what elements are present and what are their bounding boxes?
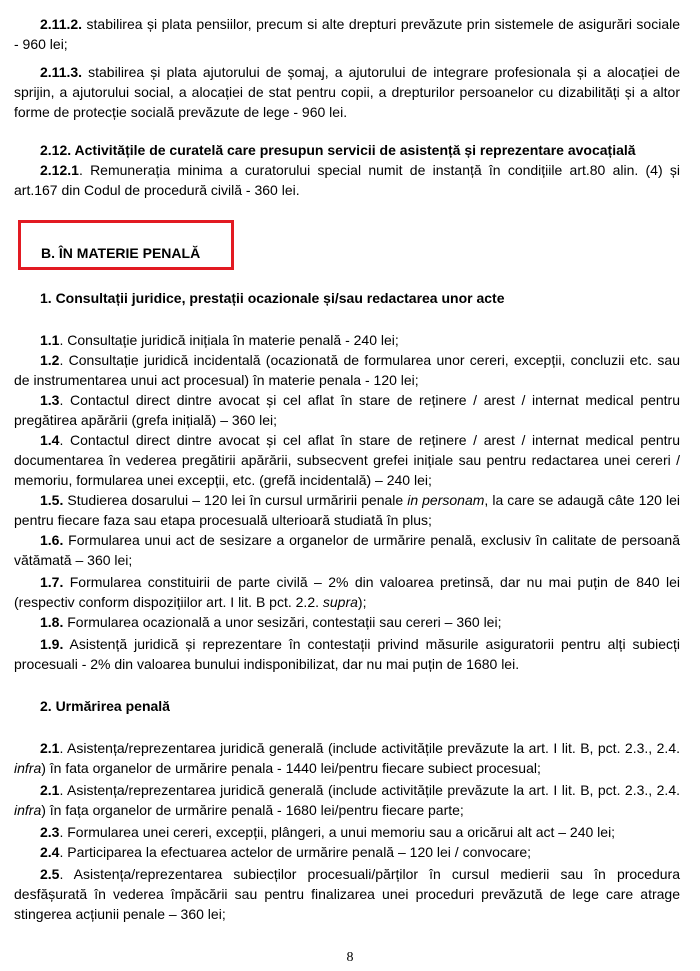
item-text: . Contactul direct dintre avocat și cel aflat în stare de reținere / arest / internat medical pentru pregătirea apărării (grefa inițială) – 360 lei; bbox=[14, 392, 680, 428]
item-text: . Participarea la efectuarea actelor de urmărire penală – 120 lei / convocare; bbox=[59, 844, 532, 860]
item-number: 2.5 bbox=[40, 866, 60, 882]
section-b-title: B. ÎN MATERIE PENALĂ bbox=[41, 245, 201, 261]
item-number: 2.1 bbox=[40, 782, 60, 798]
item-text: . Formularea unei cereri, excepții, plângeri, a unui memoriu sau a oricărui alt act – 240 lei; bbox=[59, 824, 616, 840]
item-number: 2.11.2. bbox=[40, 16, 83, 32]
item-text: . Remunerația minima a curatorului special numit de instanță în condițiile art.80 alin. (4) și art.167 din Codul de procedură civilă - 360 lei. bbox=[14, 162, 680, 198]
item-1-1 bbox=[14, 330, 680, 350]
item-text: Studierea dosarului – 120 lei în cursul urmăririi penale bbox=[63, 492, 408, 508]
item-number: 1.8. bbox=[40, 614, 64, 630]
item-number: 2.12.1 bbox=[40, 162, 79, 178]
item-text: ) în fața organelor de urmărire penală - 1680 lei/pentru fiecare parte; bbox=[41, 802, 464, 818]
item-2-4 bbox=[14, 842, 680, 862]
item-2-1-a bbox=[14, 738, 680, 778]
item-1-3 bbox=[14, 390, 680, 430]
item-text: ) în fata organelor de urmărire penala - 1440 lei/pentru fiecare subiect procesual; bbox=[41, 760, 541, 776]
item-text-italic: infra bbox=[14, 802, 42, 818]
item-text: . Asistența/reprezentarea subiecților procesuali/părților în cursul medierii sau în procedura desfășurată în vederea împăcării sau pentru finalizarea unei proceduri prevăzută de lege care atrage stingerea acțiunii penale – 360 lei; bbox=[14, 866, 680, 922]
item-number: 2.11.3. bbox=[40, 64, 83, 80]
item-text: stabilirea și plata pensiilor, precum si alte drepturi prevăzute prin sistemele de asigurări sociale - 960 lei; bbox=[14, 16, 680, 52]
item-number: 1.1 bbox=[40, 332, 60, 348]
item-1-7 bbox=[14, 572, 680, 612]
item-number: 1.5. bbox=[40, 492, 64, 508]
item-number: 2.1 bbox=[40, 740, 60, 756]
paragraph-2-11-3 bbox=[14, 62, 680, 122]
subsection-1-heading: 1. Consultații juridice, prestații ocazionale și/sau redactarea unor acte bbox=[40, 290, 505, 306]
item-2-3 bbox=[14, 822, 680, 842]
item-text: Formularea unui act de sesizare a organelor de urmărire penală, exclusiv în calitate de persoană vătămată – 360 lei; bbox=[14, 532, 680, 568]
item-text: , la care se adaugă câte 120 lei pentru fiecare faza sau etapa procesuală ulterioară studiată în plus; bbox=[14, 492, 680, 528]
item-text: stabilirea și plata ajutorului de șomaj, a ajutorului de integrare profesionala și a alocației de sprijin, a ajutorului social, a alocației de stat pentru copii, a drepturilor persoanelor cu dizabilități și a altor forme de protecție socială prevăzute de lege - 960 lei. bbox=[14, 64, 680, 120]
item-number: 2.4 bbox=[40, 844, 60, 860]
item-number: 1.2 bbox=[40, 352, 60, 368]
subsection-2-heading: 2. Urmărirea penală bbox=[40, 698, 170, 714]
item-text: ); bbox=[357, 594, 367, 610]
page-number: 8 bbox=[346, 950, 354, 965]
paragraph-2-12-1 bbox=[14, 160, 680, 200]
item-number: 1.3 bbox=[40, 392, 60, 408]
item-text-italic: in personam bbox=[407, 492, 485, 508]
item-number: 2.3 bbox=[40, 824, 60, 840]
item-text: Formularea constituirii de parte civilă – 2% din valoarea pretinsă, dar nu mai puțin de 840 lei (respectiv conform dispozițiilor art. I lit. B pct. 2.2. bbox=[14, 574, 680, 610]
item-1-8 bbox=[14, 612, 680, 632]
item-number: 1.7. bbox=[40, 574, 64, 590]
item-1-4 bbox=[14, 430, 680, 490]
item-1-2 bbox=[14, 350, 680, 390]
item-number: 1.6. bbox=[40, 532, 64, 548]
item-1-5 bbox=[14, 490, 680, 530]
item-text: . Contactul direct dintre avocat și cel aflat în stare de reținere / arest / internat medical pentru documentarea în vederea pregătirii apărării, subsecvent grefei inițiale sau pentru redactarea unei cereri / memoriu, formularea unei excepții, etc. (grefă incidentală) – 240 lei; bbox=[14, 432, 680, 488]
item-1-6 bbox=[14, 530, 680, 570]
item-text-italic: supra bbox=[322, 594, 358, 610]
section-b-highlight-box bbox=[18, 220, 234, 270]
item-text: Asistență juridică și reprezentare în contestații privind măsurile asiguratorii pentru alți subiecți procesuali - 2% din valoarea bunului indisponibilizat, dar nu mai puțin de 1680 lei. bbox=[14, 636, 680, 672]
item-text: . Asistența/reprezentarea juridică generală (include activitățile prevăzute la art. I lit. B, pct. 2.3., 2.4. bbox=[59, 740, 680, 756]
item-text: . Consultație juridică incidentală (ocazionată de formularea unor cereri, excepții, concluzii etc. sau de instrumentarea unui act procesual) în materie penala - 120 lei; bbox=[14, 352, 680, 388]
item-2-5 bbox=[14, 864, 680, 924]
item-number: 1.9. bbox=[40, 636, 64, 652]
item-number: 1.4 bbox=[40, 432, 60, 448]
item-text: . Asistența/reprezentarea juridică generală (include activitățile prevăzute la art. I lit. B, pct. 2.3., 2.4. bbox=[59, 782, 680, 798]
item-text-italic: infra bbox=[14, 760, 42, 776]
item-text: Formularea ocazională a unor sesizări, contestații sau cereri – 360 lei; bbox=[63, 614, 502, 630]
item-2-1-b bbox=[14, 780, 680, 820]
item-text: . Consultație juridică inițiala în materie penală - 240 lei; bbox=[59, 332, 399, 348]
heading-2-12: 2.12. Activitățile de curatelă care presupun servicii de asistență și reprezentare avocațială bbox=[40, 142, 636, 158]
paragraph-2-11-2 bbox=[14, 14, 680, 54]
item-1-9 bbox=[14, 634, 680, 674]
